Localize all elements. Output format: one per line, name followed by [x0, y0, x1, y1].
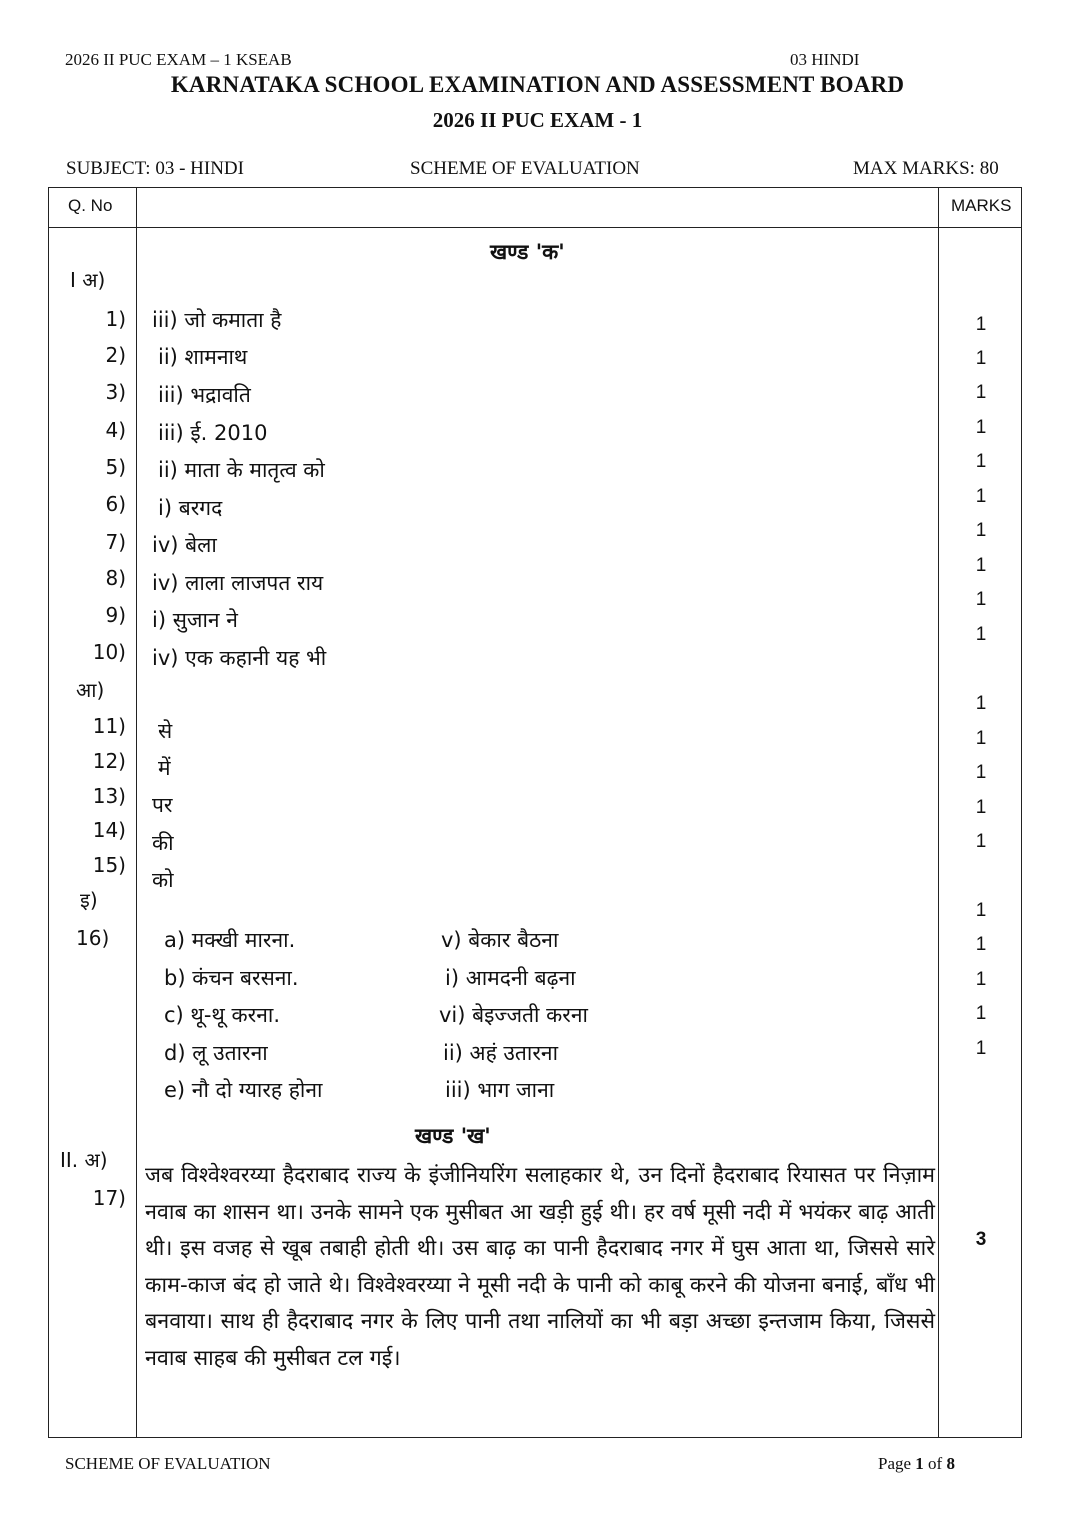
current-page: 1	[915, 1454, 924, 1473]
page-prefix: Page	[878, 1454, 916, 1473]
qno-9: 9)	[105, 603, 126, 627]
answer-6: i) बरगद	[158, 496, 223, 520]
marks-2: 1	[975, 348, 987, 369]
marks-16-d: 1	[975, 1003, 987, 1024]
part-3-label: इ)	[80, 888, 98, 912]
qno-3: 3)	[105, 380, 126, 404]
part-1-label: I अ)	[70, 268, 106, 292]
answer-10: iv) एक कहानी यह भी	[152, 646, 327, 670]
marks-16-e: 1	[975, 1038, 987, 1059]
match-left-c: c) थू-थू करना.	[164, 1003, 280, 1027]
header-right: 03 HINDI	[790, 50, 860, 69]
match-right-c: vi) बेइज्जती करना	[439, 1003, 588, 1027]
marks-14: 1	[975, 797, 987, 818]
match-right-a: v) बेकार बैठना	[441, 928, 559, 952]
qno-4: 4)	[105, 418, 126, 442]
header-left: 2026 II PUC EXAM – 1 KSEAB	[65, 50, 292, 69]
qno-16: 16)	[76, 926, 110, 950]
qno-17: 17)	[92, 1186, 126, 1210]
qno-14: 14)	[92, 818, 126, 842]
marks-10: 1	[975, 624, 987, 645]
marks-1: 1	[975, 314, 987, 335]
marks-16-a: 1	[975, 900, 987, 921]
qno-8: 8)	[105, 566, 126, 590]
match-right-b: i) आमदनी बढ़ना	[445, 966, 576, 990]
answer-11: से	[158, 719, 173, 743]
answer-4: iii) ई. 2010	[158, 421, 268, 445]
part-2-label: आ)	[76, 678, 105, 702]
qno-11: 11)	[92, 714, 126, 738]
marks-15: 1	[975, 831, 987, 852]
answer-2: ii) शामनाथ	[158, 345, 248, 369]
match-left-e: e) नौ दो ग्यारह होना	[164, 1078, 323, 1102]
marks-13: 1	[975, 762, 987, 783]
match-right-d: ii) अहं उतारना	[443, 1041, 559, 1065]
qno-10: 10)	[92, 640, 126, 664]
answer-15: को	[152, 868, 174, 892]
marks-8: 1	[975, 555, 987, 576]
marks-4: 1	[975, 417, 987, 438]
total-pages: 8	[946, 1454, 955, 1473]
match-right-e: iii) भाग जाना	[445, 1078, 555, 1102]
column-header-marks: MARKS	[951, 196, 1012, 215]
match-left-b: b) कंचन बरसना.	[164, 966, 299, 990]
answer-3: iii) भद्रावति	[158, 383, 251, 407]
board-title: KARNATAKA SCHOOL EXAMINATION AND ASSESSMENT BOARD	[170, 72, 905, 97]
answer-17: जब विश्वेश्वरय्या हैदराबाद राज्य के इंजीनियरिंग सलाहकार थे, उन दिनों हैदराबाद रियासत पर निज़ाम नवाब का शासन था। उनके सामने एक मुसीबत आ खड़ी हुई थी। हर वर्ष मूसी नदी में भयंकर बाढ़ आती थी। इस वजह से खूब तबाही होती थी। उस बाढ़ का पानी हैदराबाद नगर में घुस आता था, जिससे सारे काम-काज बंद हो जाते थे। विश्वेश्वरय्या ने मूसी नदी के पानी को काबू करने की योजना बनाई, बाँध भी बनवाया। साथ ही हैदराबाद नगर के लिए पानी तथा नालियों का भी बड़ा अच्छा इन्तजाम किया, जिससे नवाब साहब की मुसीबत टल गई।	[145, 1163, 935, 1371]
marks-9: 1	[975, 589, 987, 610]
section-b-title: खण्ड 'ख'	[415, 1124, 491, 1148]
answer-14: की	[152, 831, 174, 855]
marks-7: 1	[975, 520, 987, 541]
footer-left: SCHEME OF EVALUATION	[65, 1454, 271, 1473]
marks-12: 1	[975, 728, 987, 749]
table-header-divider	[48, 227, 1022, 228]
marks-6: 1	[975, 486, 987, 507]
max-marks-label: MAX MARKS: 80	[853, 158, 999, 179]
scheme-label: SCHEME OF EVALUATION	[410, 158, 640, 179]
column-header-qno: Q. No	[68, 196, 113, 215]
marks-5: 1	[975, 451, 987, 472]
qno-1: 1)	[105, 307, 126, 331]
marks-17: 3	[975, 1229, 987, 1250]
qno-2: 2)	[105, 343, 126, 367]
page-of: of	[923, 1454, 947, 1473]
qno-column-divider	[136, 187, 137, 1438]
marks-3: 1	[975, 382, 987, 403]
match-left-d: d) लू उतारना	[164, 1041, 268, 1065]
qno-12: 12)	[92, 749, 126, 773]
marks-column-divider	[938, 187, 939, 1438]
subject-label: SUBJECT: 03 - HINDI	[66, 158, 244, 179]
answer-8: iv) लाला लाजपत राय	[152, 571, 324, 595]
answer-9: i) सुजान ने	[152, 608, 238, 632]
marks-11: 1	[975, 693, 987, 714]
marks-16-c: 1	[975, 969, 987, 990]
qno-5: 5)	[105, 455, 126, 479]
answer-7: iv) बेला	[152, 533, 217, 557]
qno-7: 7)	[105, 530, 126, 554]
exam-title: 2026 II PUC EXAM - 1	[432, 108, 643, 132]
page-number	[878, 1454, 955, 1474]
answer-1: iii) जो कमाता है	[152, 308, 282, 332]
qno-13: 13)	[92, 784, 126, 808]
answer-12: में	[158, 756, 171, 780]
qno-6: 6)	[105, 492, 126, 516]
match-left-a: a) मक्खी मारना.	[164, 928, 296, 952]
part-ii-label: II. अ)	[60, 1148, 108, 1172]
answer-5: ii) माता के मातृत्व को	[158, 458, 325, 482]
marks-16-b: 1	[975, 934, 987, 955]
answer-13: पर	[152, 793, 173, 817]
section-a-title: खण्ड 'क'	[490, 240, 565, 264]
qno-15: 15)	[92, 853, 126, 877]
